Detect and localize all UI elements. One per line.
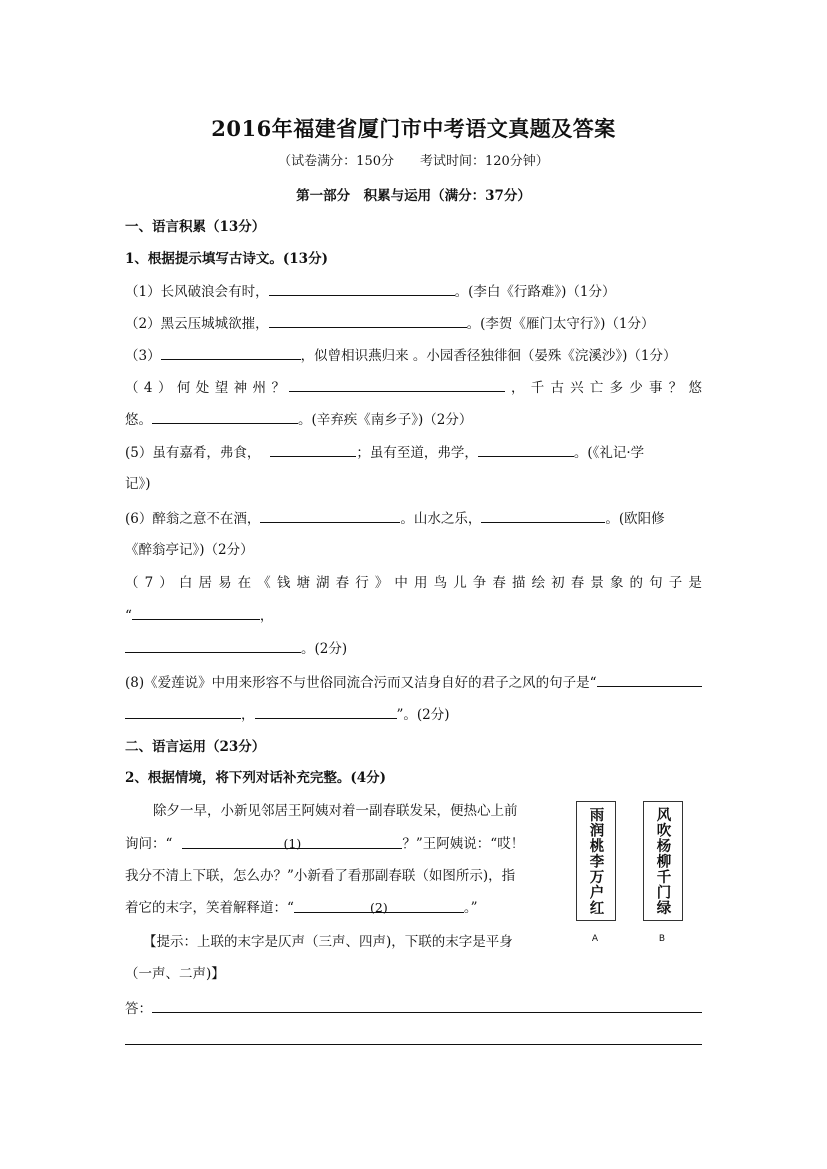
item-6-line-2: 《醉翁亭记》)（2分） [125, 542, 254, 558]
item-7-prompt-char: 行 [355, 575, 369, 591]
item-7-prompt-char: 塘 [296, 575, 310, 591]
item-4-prompt-char: ？ [271, 380, 285, 396]
answer-blank-7a[interactable] [132, 605, 260, 620]
item-3-source: ，似曾相识燕归来 。小园香径独徘徊（晏殊《浣溪沙》)（1分） [300, 348, 677, 364]
item-4-prompt-char: （ [125, 380, 139, 396]
dialogue-blank-2[interactable] [294, 898, 464, 913]
item-4-continuation-char: 悠 [688, 380, 702, 396]
question-2-title: 2、根据情境，将下列对话补充完整。(4分) [125, 770, 387, 786]
item-4-prompt-char: 何 [176, 380, 191, 396]
item-7-prompt-char: 用 [414, 575, 428, 591]
item-4-prompt-char: 神 [233, 380, 248, 396]
item-5 [125, 442, 702, 463]
item-5-line-2: 记》) [125, 476, 151, 492]
item-7-prompt-char: 景 [590, 575, 604, 591]
item-6-prompt: (6）醉翁之意不在酒， [125, 511, 261, 527]
page-title: 2016年福建省厦门市中考语文真题及答案 [211, 116, 616, 141]
item-7-prompt-char: 中 [394, 575, 408, 591]
item-4-prompt [125, 378, 285, 398]
item-7-prompt-char: 湖 [316, 575, 330, 591]
item-6-middle: 。山水之乐， [400, 511, 482, 527]
item-5-middle: ；虽有至道，弗学， [356, 445, 478, 461]
item-1-prompt: （1）长风破浪会有时， [125, 284, 269, 300]
item-7-prompt-char: 白 [178, 575, 193, 591]
item-8-prompt: (8)《爱莲说》中用来形容不与世俗同流合污而又洁身自好的君子之风的句子是“ [125, 675, 597, 691]
item-4-line2-prefix: 悠。 [125, 412, 152, 428]
item-7-prompt-char: 是 [688, 575, 702, 591]
item-4-prompt-char: ） [157, 380, 172, 396]
answer-blank-8c[interactable] [255, 704, 397, 719]
answer-blank-2[interactable] [269, 313, 467, 328]
item-1 [125, 281, 702, 302]
answer-blank-8b[interactable] [125, 704, 241, 719]
answer-blank-5b[interactable] [478, 442, 574, 457]
item-7-prompt-char: 绘 [531, 575, 546, 591]
item-2-prompt: （2）黑云压城城欲摧， [125, 316, 269, 332]
item-4-continuation-char: 千 [530, 380, 545, 396]
dialogue-blank-1-label: (1) [283, 836, 302, 851]
item-2-source: 。(李贺《雁门太守行》)（1分） [466, 316, 655, 332]
answer-blank-5a[interactable] [270, 442, 356, 457]
item-4-continuation-char: 古 [550, 380, 564, 396]
question-1-title: 1、根据提示填写古诗文。(13分) [125, 251, 328, 267]
couplet-b-caption: B [658, 934, 666, 944]
item-4-continuation-char: 少 [629, 380, 643, 396]
item-4-prompt-char: 州 [252, 380, 267, 396]
answer-blank-1[interactable] [269, 281, 455, 296]
item-7-prompt-char: 描 [511, 575, 526, 591]
item-7-line-2 [125, 605, 702, 626]
item-4-prompt-char: 4 [143, 380, 153, 396]
dialogue-blank-2-label: (2) [370, 900, 388, 915]
item-7-prompt-char: 7 [144, 575, 154, 591]
item-4-prompt-char: 望 [214, 380, 229, 396]
item-1-source: 。(李白《行路难》)（1分） [454, 284, 616, 300]
hint-line-1: 【提示：上联的末字是仄声（三声、四声)，下联的末字是平身 [143, 934, 513, 950]
answer-blank-8a[interactable] [597, 672, 702, 687]
item-7-prompt-char: 子 [668, 575, 683, 591]
answer-line-2[interactable] [125, 1044, 702, 1045]
item-5-source: 。(《礼记·学 [573, 445, 645, 461]
item-4-continuation-char: 亡 [589, 380, 604, 396]
item-7-prompt-char: 居 [198, 575, 212, 591]
section-heading-1: 一、语言积累（13分） [125, 219, 266, 235]
item-7-prompt-char: 象 [609, 575, 624, 591]
item-7-prompt-char: 易 [218, 575, 232, 591]
exam-info: （试卷满分：150分 考试时间：120分钟） [278, 154, 549, 169]
item-7-prompt-char: 争 [472, 575, 487, 591]
item-7-comma: ， [259, 608, 274, 624]
item-4-continuation-char: 事 [649, 380, 663, 396]
item-7-prompt-char: 在 [237, 575, 252, 591]
hint-line-2: （一声、二声)】 [125, 966, 225, 982]
item-7-open-quote: “ [125, 608, 132, 624]
item-7-prompt-char: （ [125, 575, 139, 591]
item-8-line-2 [125, 704, 702, 725]
dialogue-line-4 [125, 898, 565, 918]
answer-line-1[interactable] [152, 998, 702, 1013]
item-8-score: ”。(2分) [396, 707, 450, 723]
answer-blank-4b[interactable] [152, 409, 298, 424]
item-7-prompt-char: 鸟 [433, 575, 448, 591]
answer-blank-7b[interactable] [125, 638, 301, 653]
item-3 [125, 345, 702, 366]
item-7-prompt-char: 春 [570, 575, 585, 591]
item-7-prompt-char: 》 [374, 575, 389, 591]
item-7-prompt [125, 573, 702, 593]
answer-blank-6b[interactable] [481, 508, 605, 523]
dialogue-line-1: 除夕一早，小新见邻居王阿姨对着一副春联发呆，便热心上前 [153, 803, 518, 819]
item-4-continuation [511, 378, 702, 398]
dialogue-blank-1[interactable] [182, 834, 402, 849]
dialogue-line-3: 我分不清上下联，怎么办？”小新看了看那副春联（如图所示)，指 [125, 868, 516, 884]
couplet-a: 雨润桃李万户红 [576, 801, 616, 921]
item-8-comma: ， [241, 707, 255, 723]
item-4-line-2 [125, 409, 702, 430]
item-2 [125, 313, 702, 334]
dialogue-line-2 [125, 834, 565, 854]
item-7-prompt-char: 《 [257, 575, 271, 591]
item-4-line-1 [125, 377, 702, 398]
item-4-prompt-char: 处 [195, 380, 210, 396]
item-6-source: 。(欧阳修 [605, 511, 665, 527]
item-4-source: 。(辛弃疾《南乡子》)（2分） [298, 412, 473, 428]
dialogue-line-4-start: 着它的末字，笑着解释道：“ [125, 900, 294, 916]
dialogue-line-4-end: 。” [463, 900, 478, 916]
item-4-continuation-char: ， [511, 380, 525, 396]
part-heading: 第一部分 积累与运用（满分：37分） [296, 188, 531, 204]
answer-blank-3[interactable] [161, 345, 301, 360]
item-7-prompt-char: ） [159, 575, 173, 591]
item-7-prompt-char: 句 [649, 575, 663, 591]
item-7-prompt-char: 钱 [276, 575, 291, 591]
item-7-prompt-char: 初 [551, 575, 565, 591]
item-7-prompt-char: 春 [492, 575, 506, 591]
item-7-prompt-char: 儿 [453, 575, 467, 591]
couplet-b: 风吹杨柳千门绿 [643, 801, 683, 921]
item-4-continuation-char: 多 [609, 380, 624, 396]
item-4-continuation-char: ？ [668, 380, 683, 396]
dialogue-line-2-end: ？”王阿姨说：“哎！ [402, 836, 525, 852]
item-7-score: 。(2分) [301, 641, 348, 657]
item-3-prompt: （3） [125, 348, 161, 364]
item-4-continuation-char: 兴 [570, 380, 584, 396]
answer-blank-6a[interactable] [260, 508, 400, 523]
couplet-a-caption: A [591, 934, 599, 944]
item-6 [125, 508, 702, 529]
dialogue-quote-open: 询问：“ [125, 836, 173, 852]
item-7-prompt-char: 春 [335, 575, 350, 591]
item-7-line-3 [125, 638, 702, 659]
answer-row [125, 998, 702, 1019]
item-8 [125, 672, 702, 693]
answer-blank-4a[interactable] [289, 377, 505, 392]
section-heading-2: 二、语言运用（23分） [125, 739, 266, 755]
item-5-prompt: (5）虽有嘉肴，弗食， [125, 445, 261, 461]
item-7-prompt-char: 的 [629, 575, 644, 591]
answer-label: 答： [125, 1001, 152, 1017]
